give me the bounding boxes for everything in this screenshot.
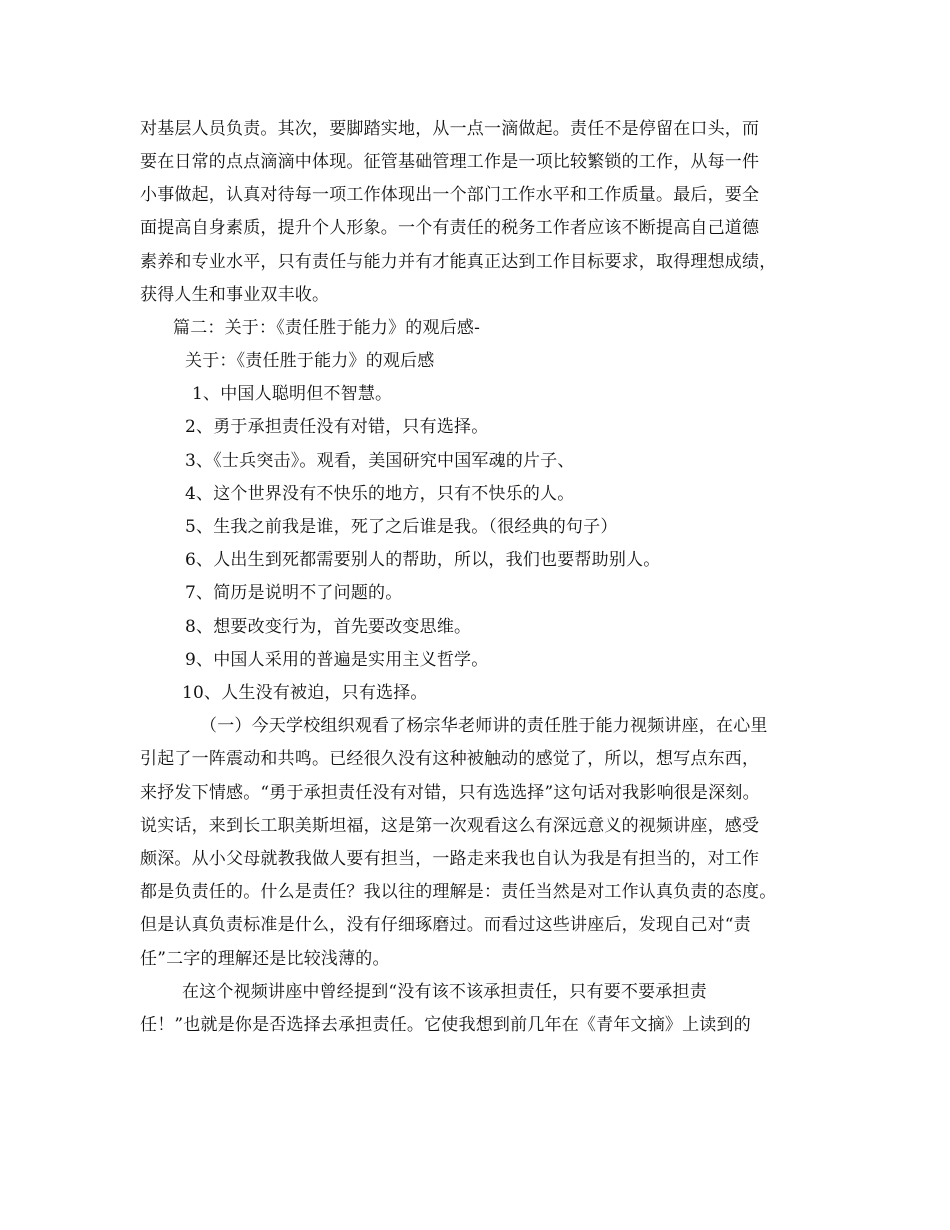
list-item: 8、想要改变行为，首先要改变思维。: [185, 617, 472, 637]
list-item: 9、中国人采用的普遍是实用主义哲学。: [185, 650, 489, 670]
paragraph-line: 颇深。从小父母就教我做人要有担当，一路走来我也自认为我是有担当的，对工作: [140, 849, 760, 869]
list-item: 7、简历是说明不了问题的。: [185, 583, 403, 603]
list-item: 6、人出生到死都需要别人的帮助，所以，我们也要帮助别人。: [185, 550, 661, 570]
list-item: 4、这个世界没有不快乐的地方，只有不快乐的人。: [185, 484, 575, 504]
list-item: 3、《士兵突击》。观看，美国研究中国军魂的片子、: [185, 451, 575, 471]
paragraph-line: 任”二字的理解还是比较浅薄的。: [140, 949, 390, 969]
list-item: 1、中国人聪明但不智慧。: [192, 384, 393, 404]
section-heading: 篇二：关于：《责任胜于能力》的观后感-: [173, 318, 481, 338]
paragraph-line: 来抒发下情感。“勇于承担责任没有对错，只有选选择”这句话对我影响很是深刻。: [140, 783, 760, 803]
paragraph-line: （一）今天学校组织观看了杨宗华老师讲的责任胜于能力视频讲座，在心里: [200, 716, 768, 736]
paragraph-line: 说实话，来到长工职美斯坦福，这是第一次观看这么有深远意义的视频讲座，感受: [140, 816, 760, 836]
paragraph-line: 都是负责任的。什么是责任？我以往的理解是：责任当然是对工作认真负责的态度。: [140, 882, 777, 902]
paragraph-line: 面提高自身素质，提升个人形象。一个有责任的税务工作者应该不断提高自己道德: [140, 218, 760, 238]
paragraph-line: 引起了一阵震动和共鸣。已经很久没有这种被触动的感觉了，所以，想写点东西，: [140, 749, 760, 769]
paragraph-line: 要在日常的点点滴滴中体现。征管基础管理工作是一项比较繁锁的工作，从每一件: [140, 152, 760, 172]
list-item: 5、生我之前我是谁，死了之后谁是我。（很经典的句子）: [185, 517, 618, 537]
paragraph-line: 但是认真负责标准是什么，没有仔细琢磨过。而看过这些讲座后，发现自己对“责: [140, 915, 751, 935]
paragraph-line: 在这个视频讲座中曾经提到“没有该不该承担责任，只有要不要承担责: [182, 982, 707, 1002]
paragraph-line: 获得人生和事业双丰收。: [140, 285, 330, 305]
paragraph-line: 对基层人员负责。其次，要脚踏实地，从一点一滴做起。责任不是停留在口头，而: [140, 119, 760, 139]
paragraph-line: 任！”也就是你是否选择去承担责任。它使我想到前几年在《青年文摘》上读到的: [140, 1015, 751, 1035]
subsection-heading: 关于：《责任胜于能力》的观后感: [185, 351, 435, 371]
paragraph-line: 素养和专业水平，只有责任与能力并有才能真正达到工作目标要求，取得理想成绩，: [140, 252, 777, 272]
paragraph-line: 小事做起，认真对待每一项工作体现出一个部门工作水平和工作质量。最后，要全: [140, 185, 760, 205]
list-item: 2、勇于承担责任没有对错，只有选择。: [185, 417, 489, 437]
list-item: 10、人生没有被迫，只有选择。: [182, 683, 428, 703]
